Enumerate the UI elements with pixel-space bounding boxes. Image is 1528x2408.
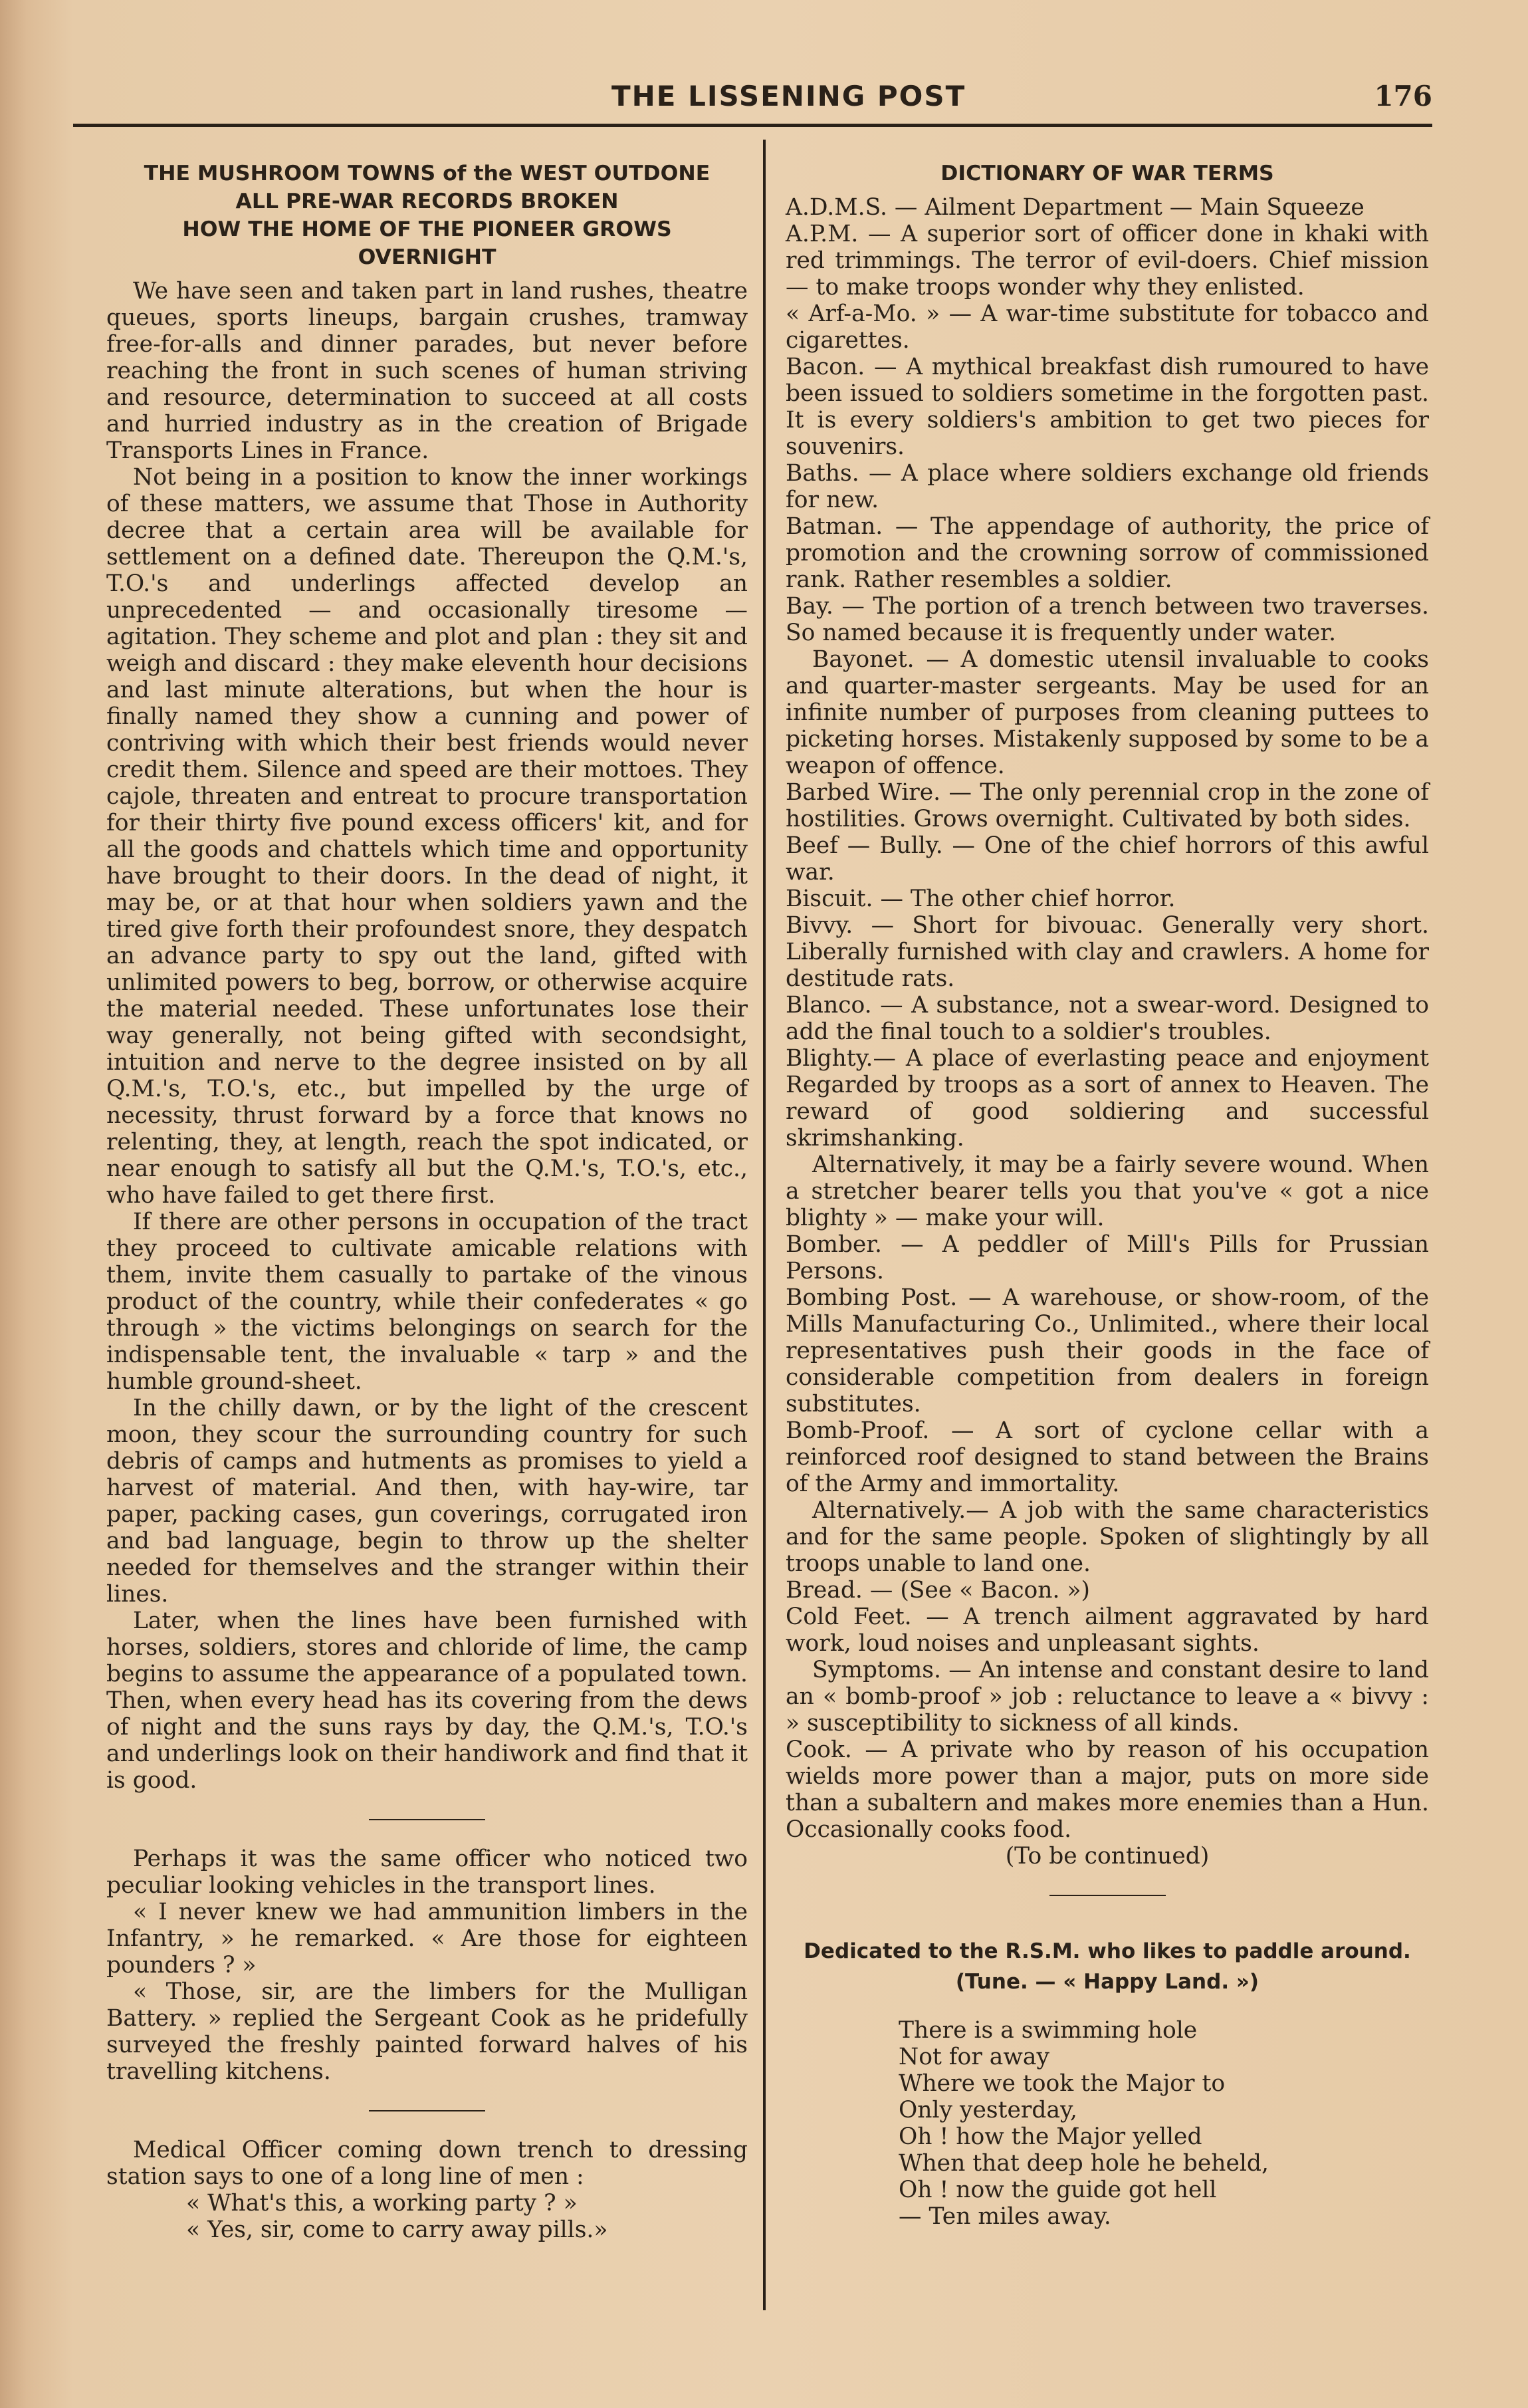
anecdote-paragraph: Perhaps it was the same officer who noticed two peculiar looking vehicles in the transport lines. (106, 1846, 748, 1899)
anecdote-paragraph: « I never knew we had ammunition limbers in the Infantry, » he remarked. « Are those for eighteen pounders ? » (106, 1899, 748, 1979)
dedication-heading (786, 1936, 1429, 1997)
headline-line: ALL PRE-WAR RECORDS BROKEN (235, 189, 619, 213)
section-rule (369, 2110, 485, 2111)
dictionary-entry: Bread. — (See « Bacon. ») (786, 1577, 1091, 1604)
anecdote-paragraph: Medical Officer coming down trench to dressing station says to one of a long line of men : (106, 2137, 748, 2190)
article-paragraph: We have seen and taken part in land rushes, theatre queues, sports lineups, bargain crushes, tramway free-for-alls and dinner parades, but never before reaching the front in such scenes of human striving and resource, determination to succeed at all costs and hurried industry as in the creation of Brigade Transports Lines in France. (106, 278, 748, 464)
song-verse (786, 2017, 1429, 2230)
article-paragraph: If there are other persons in occupation of the tract they proceed to cultivate amicable relations with them, invite them casually to partake of the vinous product of the country, while their confederates « go through » the victims belongings on search for the indispensable tent, the invaluable « tarp » and the humble ground-sheet. (106, 1209, 748, 1395)
dictionary-entry: Symptoms. — An intense and constant desire to land an « bomb-proof » job : reluctance to leave a « bivvy : » susceptibility to sickness of all kinds. (786, 1657, 1429, 1737)
dictionary-entry: A.D.M.S. — Ailment Department — Main Squeeze (786, 194, 1364, 221)
anecdote-quote: « What's this, a working party ? » (186, 2190, 578, 2217)
dictionary-entry: Bayonet. — A domestic utensil invaluable to cooks and quarter-master sergeants. May be used for an infinite number of purposes from cleaning puttees to picketing horses. Mistakenly supposed by some to be a weapon of offence. (786, 646, 1429, 779)
headline-line: HOW THE HOME OF THE PIONEER GROWS (182, 217, 672, 241)
page-number: 176 (1374, 80, 1432, 112)
column-divider (763, 140, 766, 2310)
dictionary-headline: DICTIONARY OF WAR TERMS (940, 162, 1274, 185)
verse-line: Where we took the Major to (899, 2070, 1226, 2097)
verse-line: — Ten miles away. (899, 2203, 1111, 2230)
dictionary-entry: Bivvy. — Short for bivouac. Generally very short. Liberally furnished with clay and crawlers. A home for destitude rats. (786, 912, 1429, 992)
dictionary-entry: Biscuit. — The other chief horror. (786, 886, 1176, 912)
dictionary-entry: A.P.M. — A superior sort of officer done in khaki with red trimmings. The terror of evil-doers. Chief mission — to make troops wonder why they enlisted. (786, 221, 1429, 301)
publication-title: THE LISSENING POST (611, 80, 966, 112)
continued-note: (To be continued) (1005, 1843, 1210, 1869)
section-rule (1049, 1895, 1166, 1896)
dedication-line: Dedicated to the R.S.M. who likes to paddle around. (804, 1939, 1411, 1963)
header-rule (73, 124, 1432, 127)
verse-line: Oh ! now the guide got hell (899, 2177, 1217, 2203)
dictionary-entry: Barbed Wire. — The only perennial crop in the zone of hostilities. Grows overnight. Cultivated by both sides. (786, 779, 1429, 832)
verse-line: Only yesterday, (899, 2097, 1077, 2123)
dictionary-entry: Cook. — A private who by reason of his occupation wields more power than a major, puts on more side than a subaltern and makes more enemies than a Hun. Occasionally cooks food. (786, 1737, 1429, 1843)
dictionary-entry: Bomb-Proof. — A sort of cyclone cellar with a reinforced roof designed to stand between the Brains of the Army and immortality. (786, 1417, 1429, 1497)
dictionary-entry: Alternatively.— A job with the same characteristics and for the same people. Spoken of slightingly by all troops unable to land one. (786, 1497, 1429, 1577)
article-headline (106, 160, 748, 271)
left-column (106, 160, 748, 2243)
dictionary-entry: Bomber. — A peddler of Mill's Pills for Prussian Persons. (786, 1231, 1429, 1284)
dictionary-entry: Cold Feet. — A trench ailment aggravated by hard work, loud noises and unpleasant sights. (786, 1604, 1429, 1657)
dedication-tune: (Tune. — « Happy Land. ») (955, 1970, 1259, 1994)
dictionary-entry: Bombing Post. — A warehouse, or show-room, of the Mills Manufacturing Co., Unlimited., where their local representatives push their goods in the face of considerable competition from dealers in foreign substitutes. (786, 1284, 1429, 1417)
dictionary-entry: Bacon. — A mythical breakfast dish rumoured to have been issued to soldiers sometime in the forgotten past. It is every soldiers's ambition to get two pieces for souvenirs. (786, 354, 1429, 460)
anecdote-paragraph: « Those, sir, are the limbers for the Mulligan Battery. » replied the Sergeant Cook as he pridefully surveyed the freshly painted forward halves of his travelling kitchens. (106, 1979, 748, 2085)
running-head (73, 80, 1432, 122)
dictionary-entry: Baths. — A place where soldiers exchange old friends for new. (786, 460, 1429, 513)
article-paragraph: Later, when the lines have been furnished with horses, soldiers, stores and chloride of lime, the camp begins to assume the appearance of a populated town. Then, when every head has its covering from the dews of night and the suns rays by day, the Q.M.'s, T.O.'s and underlings look on their handiwork and find that it is good. (106, 1608, 748, 1794)
dictionary-entry: Blighty.— A place of everlasting peace and enjoyment Regarded by troops as a sort of annex to Heaven. The reward of good soldiering and successful skrimshanking. (786, 1045, 1429, 1151)
headline-line: OVERNIGHT (358, 245, 496, 269)
dictionary-entry: Bay. — The portion of a trench between two traverses. So named because it is frequently under water. (786, 593, 1429, 646)
verse-line: Oh ! how the Major yelled (899, 2123, 1202, 2150)
headline-line: THE MUSHROOM TOWNS of the WEST OUTDONE (144, 162, 710, 185)
dictionary-entry: Alternatively, it may be a fairly severe wound. When a stretcher bearer tells you that you've « got a nice blighty » — make your will. (786, 1151, 1429, 1231)
dictionary-entry: Batman. — The appendage of authority, the price of promotion and the crowning sorrow of commissioned rank. Rather resembles a soldier. (786, 513, 1429, 593)
article-paragraph: Not being in a position to know the inner workings of these matters, we assume that Those in Authority decree that a certain area will be available for settlement on a defined date. Thereupon the Q.M.'s, T.O.'s and underlings affected develop an unprecedented — and occasionally tiresome — agitation. They scheme and plot and plan : they sit and weigh and discard : they make eleventh hour decisions and last minute alterations, but when the hour is finally named they show a cunning and power of contriving with which their best friends would never credit them. Silence and speed are their mottoes. They cajole, threaten and entreat to procure transportation for their thirty five pound excess officers' kit, and for all the goods and chattels which time and opportunity have brought to their doors. In the dead of night, it may be, or at that hour when soldiers yawn and the tired give forth their profoundest snore, they despatch an advance party to spy out the land, gifted with unlimited powers to beg, borrow, or otherwise acquire the material needed. These unfortunates lose their way generally, not being gifted with secondsight, intuition and nerve to the degree insisted on by all Q.M.'s, T.O.'s, etc., but impelled by the urge of necessity, thrust forward by a force that knows no relenting, they, at length, reach the spot indicated, or near enough to satisfy all but the Q.M.'s, T.O.'s, etc., who have failed to get there first. (106, 464, 748, 1209)
dictionary-entry: Blanco. — A substance, not a swear-word. Designed to add the final touch to a soldier's troubles. (786, 992, 1429, 1045)
dictionary-entry: Beef — Bully. — One of the chief horrors of this awful war. (786, 832, 1429, 886)
anecdote-quote: « Yes, sir, come to carry away pills.» (186, 2217, 608, 2243)
section-rule (369, 1819, 485, 1820)
verse-line: When that deep hole he beheld, (899, 2150, 1269, 2177)
verse-line: There is a swimming hole (899, 2017, 1198, 2044)
dictionary-entry: « Arf-a-Mo. » — A war-time substitute for tobacco and cigarettes. (786, 301, 1429, 354)
right-column (786, 160, 1429, 2230)
article-paragraph: In the chilly dawn, or by the light of the crescent moon, they scour the surrounding country for such debris of camps and hutments as promises to yield a harvest of material. And then, with hay-wire, tar paper, packing cases, gun coverings, corrugated iron and bad language, begin to throw up the shelter needed for themselves and the stranger within their lines. (106, 1395, 748, 1608)
verse-line: Not for away (899, 2044, 1049, 2070)
